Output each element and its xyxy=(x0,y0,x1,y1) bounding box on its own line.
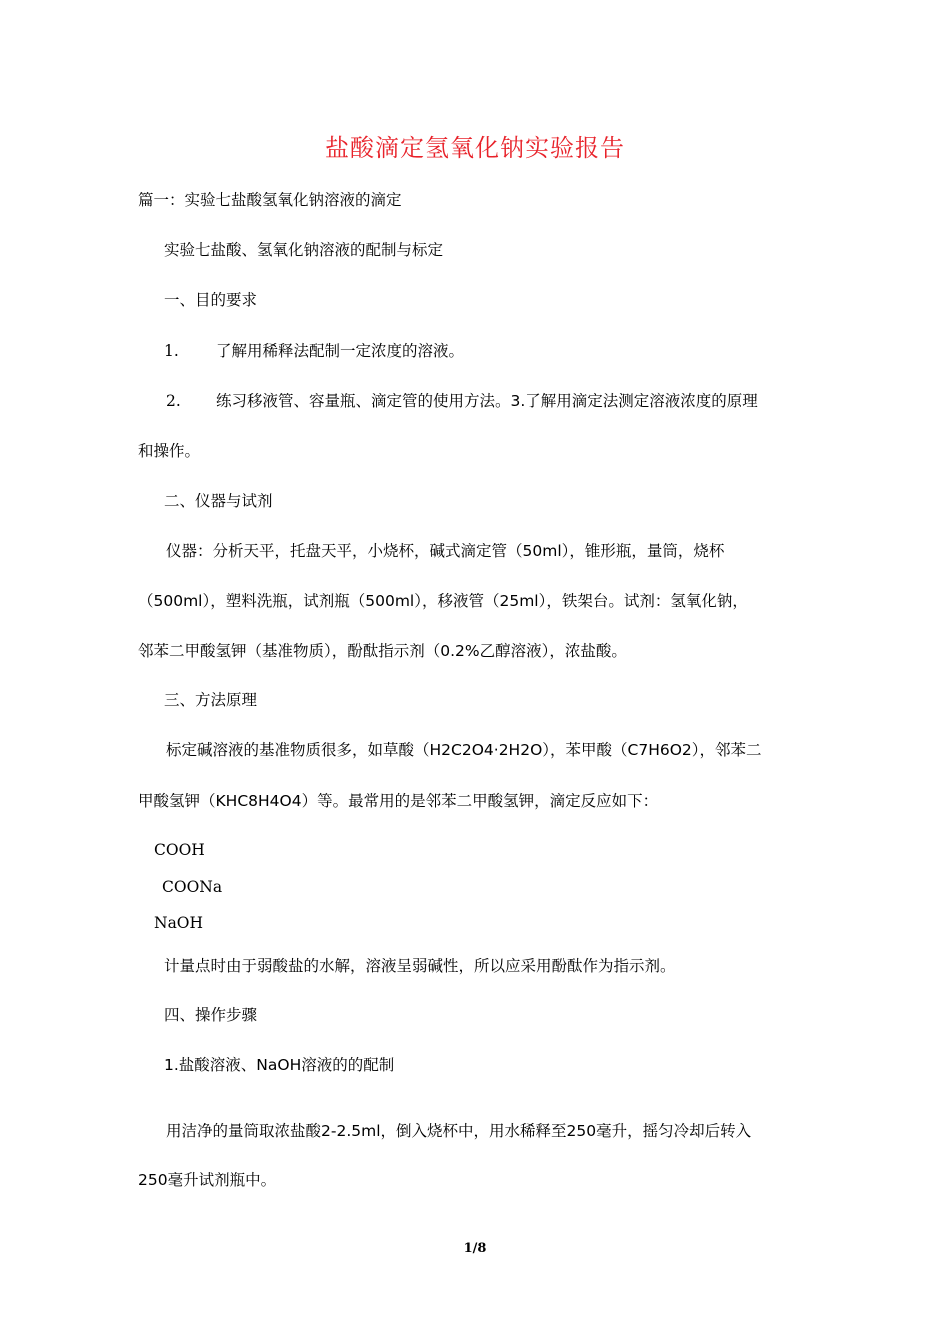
heading-instruments: 二、仪器与试剂 xyxy=(164,492,273,510)
principle-line-3: 计量点时由于弱酸盐的水解，溶液呈弱碱性，所以应采用酚酞作为指示剂。 xyxy=(164,957,676,975)
item2-continuation: 和操作。 xyxy=(138,442,201,460)
heading-procedure: 四、操作步骤 xyxy=(164,1006,258,1024)
document-title: 盐酸滴定氢氧化钠实验报告 xyxy=(325,134,625,162)
formula-coona: COONa xyxy=(162,878,223,896)
step1-title: 1.盐酸溶液、NaOH溶液的的配制 xyxy=(164,1056,395,1074)
subtitle: 实验七盐酸、氢氧化钠溶液的配制与标定 xyxy=(164,241,444,259)
instruments-line-1: 仪器：分析天平，托盘天平，小烧杯，碱式滴定管（50ml），锥形瓶，量筒，烧杯 xyxy=(166,542,725,560)
page-number: 1/8 xyxy=(463,1241,487,1256)
item1-number: 1. xyxy=(164,342,179,360)
instruments-line-2: （500ml），塑料洗瓶，试剂瓶（500ml），移液管（25ml），铁架台。试剂：氢氧化钠， xyxy=(138,592,748,610)
heading-principle: 三、方法原理 xyxy=(164,691,258,709)
step1-text-line-1: 用洁净的量筒取浓盐酸2-2.5ml，倒入烧杯中，用水稀释至250毫升，摇匀冷却后转入 xyxy=(166,1122,752,1140)
step1-text-line-2: 250毫升试剂瓶中。 xyxy=(138,1171,277,1189)
formula-cooh: COOH xyxy=(154,841,205,859)
item2-number: 2. xyxy=(166,392,181,410)
section-heading: 篇一：实验七盐酸氢氧化钠溶液的滴定 xyxy=(138,191,402,209)
instruments-line-3: 邻苯二甲酸氢钾（基准物质），酚酞指示剂（0.2%乙醇溶液），浓盐酸。 xyxy=(138,642,627,660)
item1-text: 了解用稀释法配制一定浓度的溶液。 xyxy=(216,342,465,360)
heading-objectives: 一、目的要求 xyxy=(164,291,258,309)
principle-line-1: 标定碱溶液的基准物质很多，如草酸（H2C2O4·2H2O），苯甲酸（C7H6O2），邻苯二 xyxy=(166,741,762,759)
principle-line-2: 甲酸氢钾（KHC8H4O4）等。最常用的是邻苯二甲酸氢钾，滴定反应如下： xyxy=(138,792,659,810)
formula-naoh: NaOH xyxy=(154,914,204,932)
item2-text: 练习移液管、容量瓶、滴定管的使用方法。3.了解用滴定法测定溶液浓度的原理 xyxy=(216,392,758,410)
